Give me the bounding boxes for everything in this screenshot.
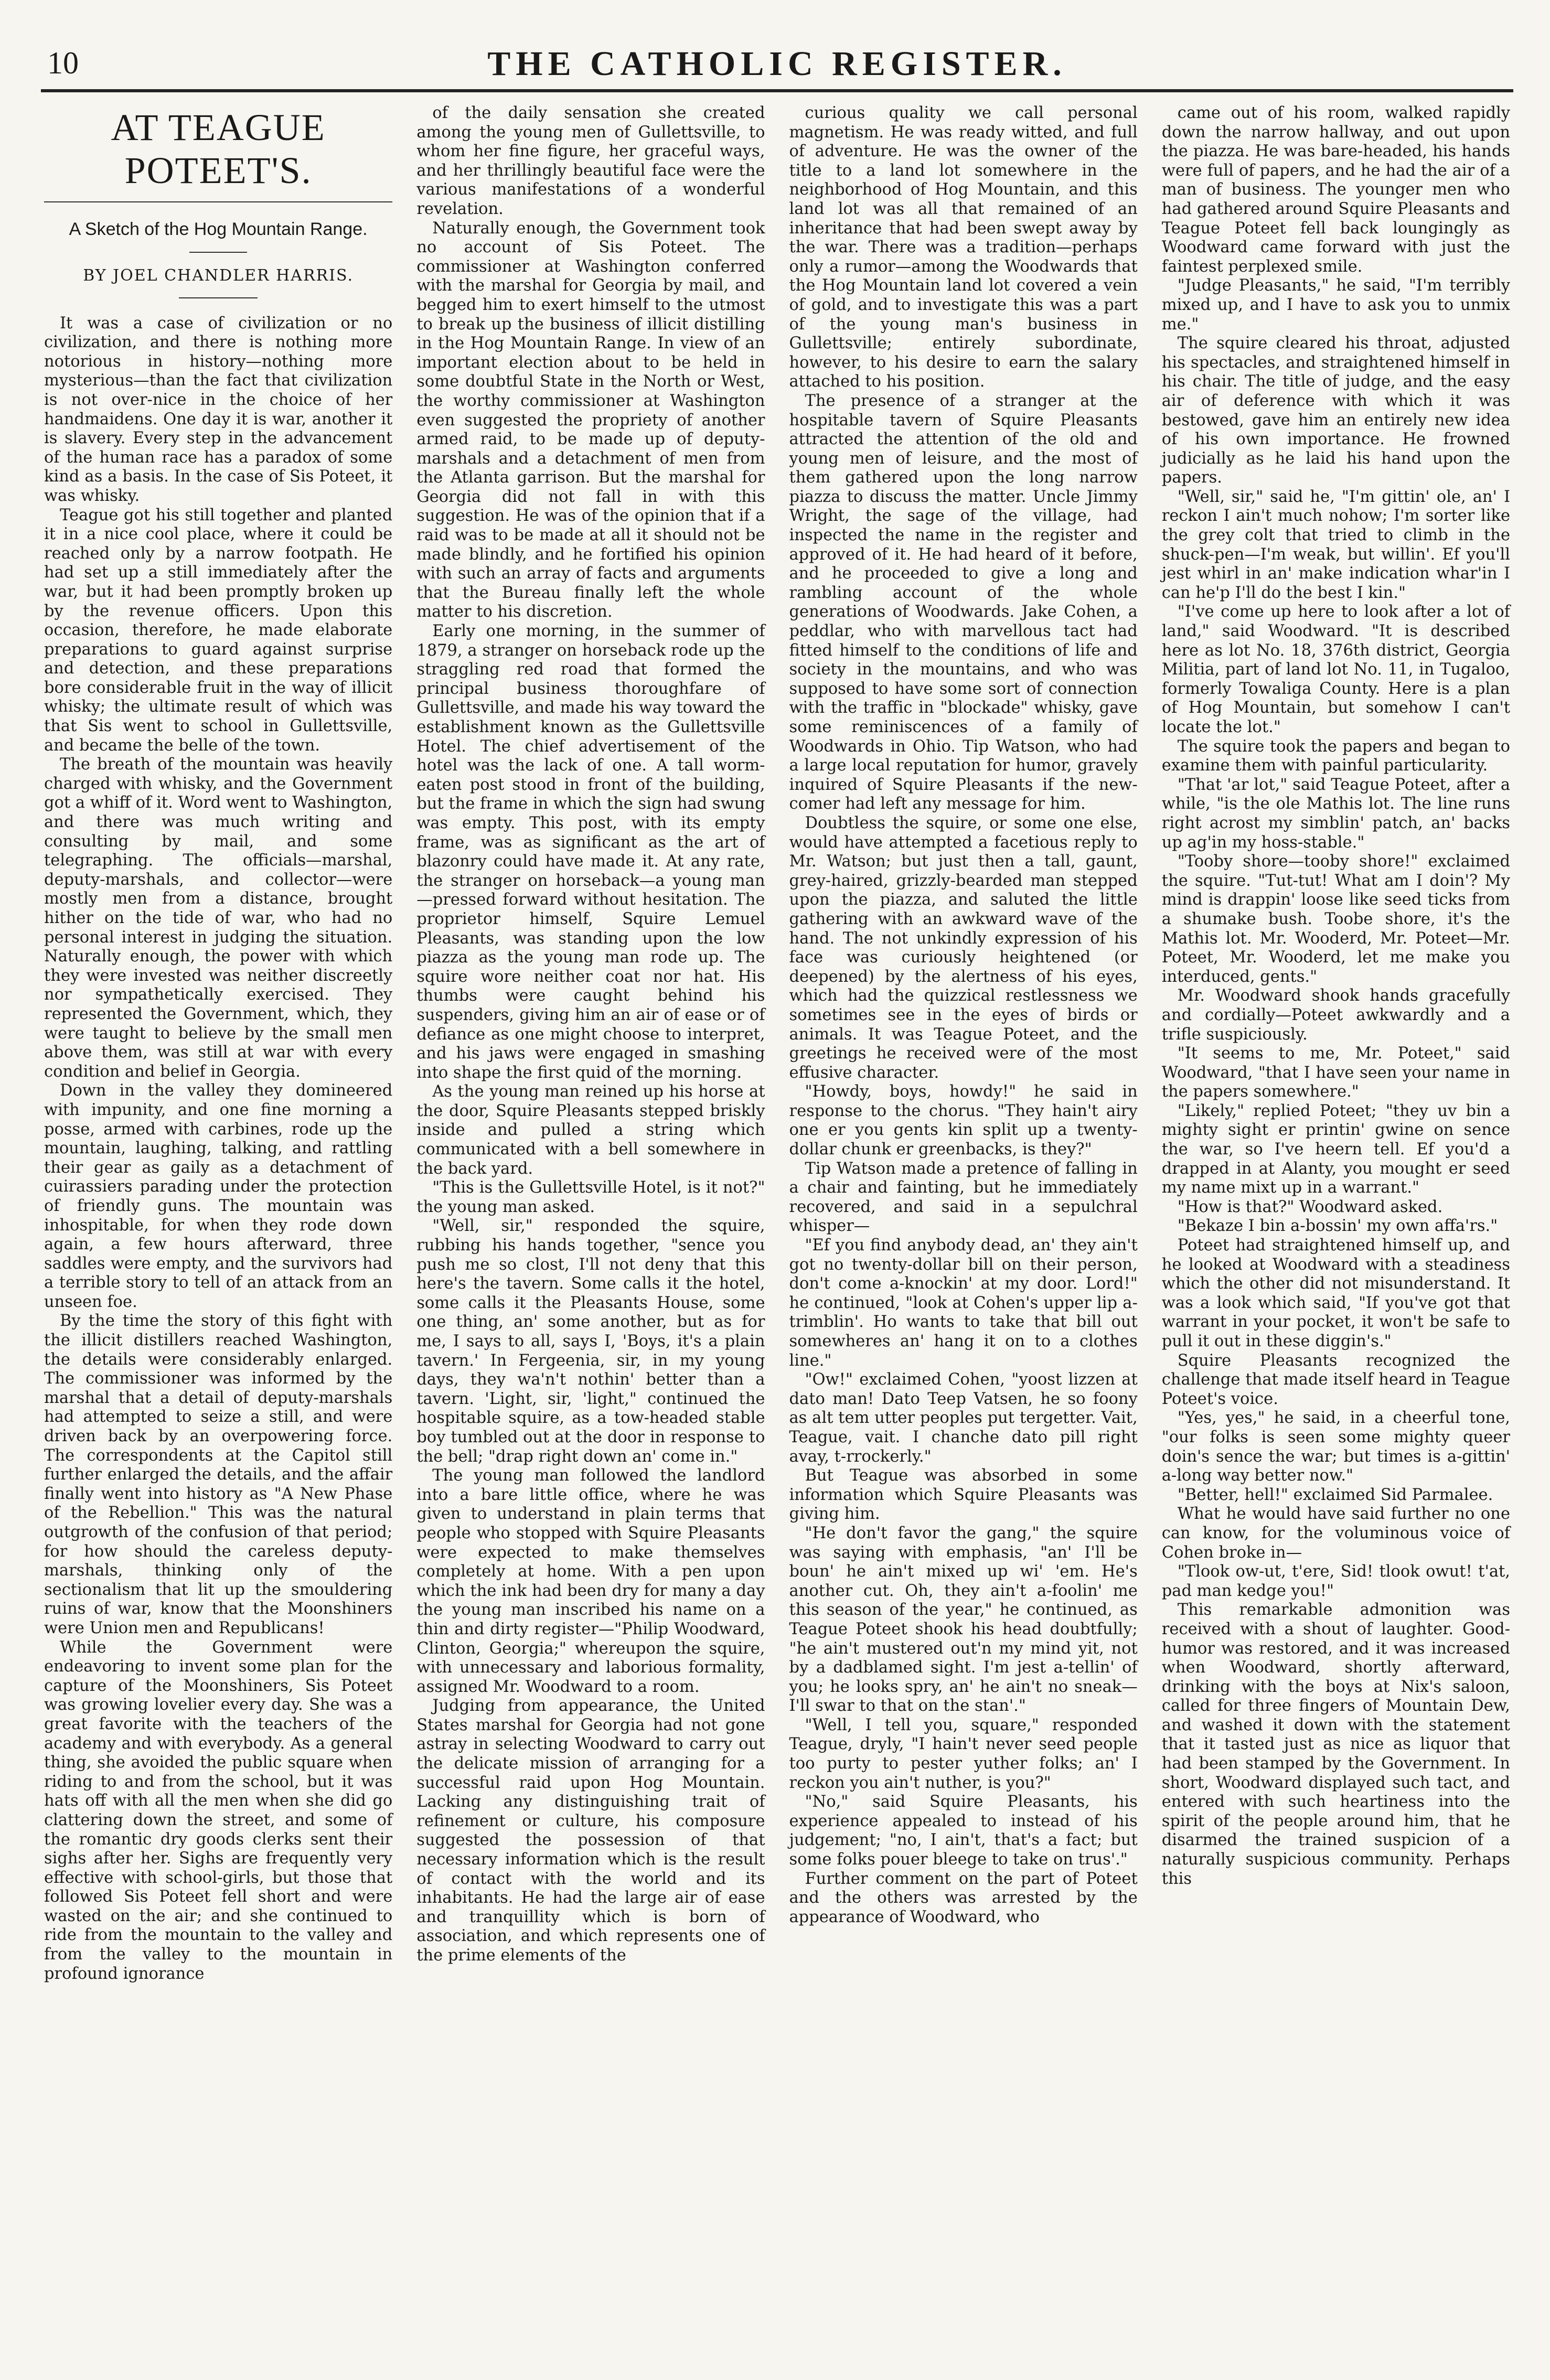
column-body	[416, 104, 765, 1966]
article-paragraph: Naturally enough, the Government took no account of Sis Poteet. The commissioner at Washington conferred with the marshal for Georgia by mail, and begged him to exert himself to the utmost to break up the business of illicit distilling in the Hog Mountain Range. In view of an important election about to be held in some doubtful State in the North or West, the worthy commissioner at Washington even suggested the propriety of another armed raid, to be made up of deputy-marshals and a detachment of men from the Atlanta garrison. But the marshal for Georgia did not fall in with this suggestion. He was of the opinion that if a raid was to be made at all it should not be made blindly, and he fortified his opinion with such an array of facts and arguments that the Bureau finally left the whole matter to his discretion.	[416, 219, 765, 621]
article-paragraph: Early one morning, in the summer of 1879, a stranger on horseback rode up the straggling red road that formed the principal business thoroughfare of Gullettsville, and made his way toward the establishment known as the Gullettsville Hotel. The chief advertisement of the hotel was the lack of one. A tall worm-eaten post stood in front of the building, but the frame in which the sign had swung was empty. This post, with its empty frame, was as significant as the art of blazonry could have made it. At any rate, the stranger on horseback—a young man—pressed forward without hesitation. The proprietor himself, Squire Lemuel Pleasants, was standing upon the low piazza as the young man rode up. The squire wore neither coat nor hat. His thumbs were caught behind his suspenders, giving him an air of ease or of defiance as one might choose to interpret, and his jaws were engaged in smashing into shape the first quid of the morning.	[416, 622, 765, 1082]
article-paragraph: Mr. Woodward shook hands gracefully and cordially—Poteet awkwardly and a trifle suspiciously.	[1161, 987, 1510, 1044]
article-paragraph: The young man followed the landlord into a bare little office, where he was given to understand in plain terms that people who stopped with Squire Pleasants were expected to make themselves completely at home. With a pen upon which the ink had been dry for many a day the young man inscribed his name on a thin and dirty register—"Philip Woodward, Clinton, Georgia;" whereupon the squire, with unnecessary and laborious formality, assigned Mr. Woodward to a room.	[416, 1466, 765, 1696]
article-paragraph: "Tooby shore—tooby shore!" exclaimed the squire. "Tut-tut! What am I doin'? My mind is drappin' loose like seed ticks from a shumake bush. Toobe shore, it's the Mathis lot. Mr. Wooderd, Mr. Poteet—Mr. Poteet, Mr. Wooderd, let me make you interduced, gents."	[1161, 852, 1510, 986]
article-paragraph: "How is that?" Woodward asked.	[1177, 1197, 1443, 1216]
article-paragraph: "No," said Squire Pleasants, his experience appealed to instead of his judgement; "no, I ain't, that's a fact; but some folks pouer bleege to take on trus'."	[789, 1793, 1138, 1869]
article-paragraph: The breath of the mountain was heavily charged with whisky, and the Government got a whiff of it. Word went to Washington, and there was much writing and consulting by mail, and some telegraphing. The officials—marshal, deputy-marshals, and collector—were mostly men from a distance, brought hither on the tide of war, who had no personal interest in judging the situation. Naturally enough, the power with which they were invested was neither discreetly nor sympathetically exercised. They represented the Government, which, they were taught to believe by the small men above them, was still at war with every condition and belief in Georgia.	[44, 755, 393, 1081]
article-paragraph: Teague got his still together and planted it in a nice cool place, where it could be reached only by a narrow footpath. He had set up a still immediately after the war, but it had been promptly broken up by the revenue officers. Upon this occasion, therefore, he made elaborate preparations to guard against surprise and detection, and these preparations bore considerable fruit in the way of illicit whisky; the ultimate result of which was that Sis went to school in Gullettsville, and became the belle of the town.	[44, 506, 393, 755]
article-paragraph: "That 'ar lot," said Teague Poteet, after a while, "is the ole Mathis lot. The line runs right acrost my simblin' patch, an' backs up ag'in my hoss-stable."	[1161, 775, 1510, 852]
article-paragraph: Further comment on the part of Poteet and the others was arrested by the appearance of Woodward, who	[789, 1869, 1138, 1926]
masthead	[41, 42, 1513, 92]
divider	[179, 297, 258, 298]
article-paragraph: "I've come up here to look after a lot of land," said Woodward. "It is described here as lot No. 18, 376th district, Georgia Militia, part of land lot No. 11, in Tugaloo, formerly Towaliga County. Here is a plan of Hog Mountain, but somehow I can't locate the lot."	[1161, 603, 1510, 736]
article-paragraph: curious quality we call personal magnetism. He was ready witted, and full of adventure. He was the owner of the title to a land lot somewhere in the neighborhood of Hog Mountain, and this land lot was all that remained of an inheritance that had been swept away by the war. There was a tradition—perhaps only a rumor—among the Woodwards that the Hog Mountain land lot covered a vein of gold, and to investigate this was a part of the young man's business in Gullettsville; entirely subordinate, however, to his desire to earn the salary attached to his position.	[789, 104, 1138, 391]
article-paragraph: "It seems to me, Mr. Poteet," said Woodward, "that I have seen your name in the papers somewhere."	[1161, 1044, 1510, 1101]
column-body	[44, 314, 392, 1984]
article-paragraph: The squire cleared his throat, adjusted his spectacles, and straightened himself in his chair. The title of judge, and the easy air of deference with which it was bestowed, gave him an entirely new idea of his own importance. He frowned judicially as he laid his hand upon the papers.	[1161, 334, 1510, 487]
article-paragraph: "Howdy, boys, howdy!" he said in response to the chorus. "They hain't airy one er you gents kin split up a twenty-dollar chunk er greenbacks, is they?"	[789, 1082, 1138, 1159]
article-paragraph: Poteet had straightened himself up, and he looked at Woodward with a steadiness which the other did not misunderstand. It was a look which said, "If you've got that warrant in your pocket, it won't be safe to pull it out in these diggin's."	[1161, 1236, 1510, 1350]
article-paragraph: Tip Watson made a pretence of falling in a chair and fainting, but he immediately recovered, and said in a sepulchral whisper—	[789, 1159, 1138, 1236]
article-byline: BY JOEL CHANDLER HARRIS.	[83, 266, 354, 285]
article-paragraph: The squire took the papers and began to examine them with painful particularity.	[1161, 737, 1510, 775]
article-paragraph: The presence of a stranger at the hospitable tavern of Squire Pleasants attracted the attention of the old and young men of leisure, and the most of them gathered upon the long narrow piazza to discuss the matter. Uncle Jimmy Wright, the sage of the village, had inspected the name in the register and approved of it. He had heard of it before, and he proceeded to give a long and rambling account of the whole generations of Woodwards. Jake Cohen, a peddlar, who with marvellous tact had fitted himself to the conditions of life and society in the mountains, and who was supposed to have some sort of connection with the traffic in "blockade" whisky, gave some reminiscences of a family of Woodwards in Ohio. Tip Watson, who had a large local reputation for humor, gravely inquired of Squire Pleasants if the new-comer had left any message for him.	[789, 391, 1138, 813]
divider	[189, 252, 247, 253]
article-paragraph: "Well, sir," said he, "I'm gittin' ole, an' I reckon I ain't much nohow; I'm sorter like the grey colt that tried to climb in the shuck-pen—I'm weak, but willin'. Ef you'll jest whirl in an' make indication whar'in I can he'p I'll do the best I kin."	[1161, 487, 1510, 602]
article-paragraph: Squire Pleasants recognized the challenge that made itself heard in Teague Poteet's voice.	[1161, 1351, 1510, 1408]
column-2	[413, 104, 768, 2354]
article-paragraph: "Tlook ow-ut, t'ere, Sid! tlook owut! t'at, pad man kedge you!"	[1161, 1562, 1510, 1600]
article-paragraph: "Ef you find anybody dead, an' they ain't got no twenty-dollar bill on their person, don't come a-knockin' at my door. Lord!" he continued, "look at Cohen's upper lip a-trimblin'. Ho wants to take that bill out somewheres an' hang it on to a clothes line."	[789, 1236, 1138, 1370]
column-1	[41, 104, 395, 2354]
article-paragraph: By the time the story of this fight with the illicit distillers reached Washington, the details were considerably enlarged. The commissioner was informed by the marshal that a detail of deputy-marshals had attempted to seize a still, and were driven back by an overpowering force. The correspondents at the Capitol still further enlarged the details, and the affair finally went into history as "A New Phase of the Rebellion." This was the natural outgrowth of the confusion of that period; for how should the careless deputy-marshals, thinking only of the sectionalism that lit up the smouldering ruins of war, know that the Moonshiners were Union men and Republicans!	[44, 1312, 393, 1637]
article-paragraph: But Teague was absorbed in some information which Squire Pleasants was giving him.	[789, 1466, 1138, 1524]
article-subhead: A Sketch of the Hog Mountain Range.	[69, 219, 368, 239]
article-paragraph: "Well, sir," responded the squire, rubbing his hands together, "sence you push me so clost, I'll not deny that this here's the tavern. Some calls it the hotel, some calls it the Pleasants House, some one thing, an' some another, but as for me, I says to all, says I, 'Boys, it's a plain tavern.' In Fergeenia, sir, in my young days, they wa'n't nothin' better than a tavern. 'Light, sir, 'light," continued the hospitable squire, as a tow-headed stable boy tumbled out at the door in response to the bell; "drap right down an' come in."	[416, 1217, 765, 1466]
article-paragraph: This remarkable admonition was received with a shout of laughter. Good-humor was restored, and it was increased when Woodward, shortly afterward, drinking with the boys at Nix's saloon, called for three fingers of Mountain Dew, and washed it down with the statement that it tasted just as nice as liquor that had been stamped by the Government. In short, Woodward displayed such tact, and entered with such heartiness into the spirit of the people around him, that he disarmed the trained suspicion of a naturally suspicious community. Perhaps this	[1161, 1601, 1510, 1888]
article-paragraph: "Ow!" exclaimed Cohen, "yoost lizzen at dato man! Dato Teep Vatsen, he so foony as alt tem utter peoples put tergetter. Vait, Teague, vait. I chanche dato pill right avay, t-rrockerly."	[789, 1370, 1138, 1466]
article-paragraph: Judging from appearance, the United States marshal for Georgia had not gone astray in selecting Woodward to carry out the delicate mission of arranging for a successful raid upon Hog Mountain. Lacking any distinguishing trait of refinement or culture, his composure suggested the possession of that necessary information which is the result of contact with the world and its inhabitants. He had the large air of ease and tranquillity which is born of association, and which represents one of the prime elements of the	[416, 1697, 765, 1965]
article-paragraph: "This is the Gullettsville Hotel, is it not?" the young man asked.	[416, 1178, 765, 1216]
article-paragraph: came out of his room, walked rapidly down the narrow hallway, and out upon the piazza. He was bare-headed, his hands were full of papers, and he had the air of a man of business. The younger men who had gathered around Squire Pleasants and Teague Poteet fell back loungingly as Woodward came forward with just the faintest perplexed smile.	[1161, 104, 1510, 276]
column-body	[1162, 104, 1510, 1889]
newspaper-title: THE CATHOLIC REGISTER.	[487, 45, 1067, 83]
article-paragraph: What he would have said further no one can know, for the voluminous voice of Cohen broke in—	[1161, 1505, 1510, 1562]
article-paragraph: "Bekaze I bin a-bossin' my own affa'rs."	[1177, 1217, 1498, 1236]
article-paragraph: "Likely," replied Poteet; "they uv bin a mighty sight er printin' gwine on sence the war, so I've heern tell. Ef you'd a drapped in at Alanty, you mought er seed my name mixt up in a warrant."	[1161, 1101, 1510, 1197]
article-paragraph: "Well, I tell you, square," responded Teague, dryly, "I hain't never seed people too purty to pester yuther folks; an' I reckon you ain't nuther, is you?"	[789, 1716, 1138, 1792]
article-paragraph: of the daily sensation she created among the young men of Gullettsville, to whom her fine figure, her graceful ways, and her thrillingly beautiful face were the various manifestations of a wonderful revelation.	[416, 104, 765, 218]
column-body	[789, 104, 1138, 1927]
article-paragraph: As the young man reined up his horse at the door, Squire Pleasants stepped briskly inside and pulled a string which communicated with a bell somewhere in the back yard.	[416, 1082, 765, 1178]
article-columns	[41, 104, 1513, 2354]
column-4	[1159, 104, 1513, 2354]
article-paragraph: "Better, hell!" exclaimed Sid Parmalee.	[1177, 1485, 1493, 1504]
page-number: 10	[47, 46, 79, 80]
article-paragraph: "Yes, yes," he said, in a cheerful tone, "our folks is seen some mighty queer doin's sence the war; but times is a-gittin' a-long way better now."	[1161, 1409, 1510, 1485]
column-3	[786, 104, 1141, 2354]
article-paragraph: It was a case of civilization or no civilization, and there is nothing more notorious in history—nothing more mysterious—than the fact that civilization is not over-nice in the choice of her handmaidens. One day it is war, another it is slavery. Every step in the advancement of the human race has a paradox of some kind as a basis. In the case of Sis Poteet, it was whisky.	[44, 314, 393, 505]
article-headline: AT TEAGUE POTEET'S.	[44, 106, 392, 202]
article-paragraph: Down in the valley they domineered with impunity, and one fine morning a posse, armed with carbines, rode up the mountain, laughing, talking, and rattling their gear as gaily as a detachment of cuirassiers parading under the protection of friendly guns. The mountain was inhospitable, for when they rode down again, a few hours afterward, three saddles were empty, and the survivors had a terrible story to tell of an attack from an unseen foe.	[44, 1081, 393, 1311]
article-paragraph: While the Government were endeavoring to invent some plan for the capture of the Moonshiners, Sis Poteet was growing lovelier every day. She was a great favorite with the teachers of the academy and with everybody. As a general thing, she avoided the public square when riding to and from the school, but it was hats off with all the men when she did go clattering down the street, and some of the romantic dry goods clerks sent their sighs after her. Sighs are frequently very effective with school-girls, but those that followed Sis Poteet fell short and were wasted on the air; and she continued to ride from the mountain to the valley and from the valley to the mountain in profound ignorance	[44, 1638, 393, 1983]
article-paragraph: "Judge Pleasants," he said, "I'm terribly mixed up, and I have to ask you to unmix me."	[1161, 276, 1510, 334]
article-paragraph: Doubtless the squire, or some one else, would have attempted a facetious reply to Mr. Watson; but just then a tall, gaunt, grey-haired, grizzly-bearded man stepped upon the piazza, and saluted the little gathering with an awkward wave of the hand. The not unkindly expression of his face was curiously heightened (or deepened) by the alertness of his eyes, which had the quizzical restlessness we sometimes see in the eyes of birds or animals. It was Teague Poteet, and the greetings he received were of the most effusive character.	[789, 813, 1138, 1082]
article-paragraph: "He don't favor the gang," the squire was saying with emphasis, "an' I'll be boun' he ain't mixed up wi' 'em. He's another cut. Oh, they ain't a-foolin' me this season of the year," he continued, as Teague Poteet shook his head doubtfully; "he ain't mustered out'n my mind yit, not by a dadblamed sight. I'm jest a-tellin' of you; he looks spry, an' he ain't no sneak—I'll swar to that on the stan'."	[789, 1524, 1138, 1716]
